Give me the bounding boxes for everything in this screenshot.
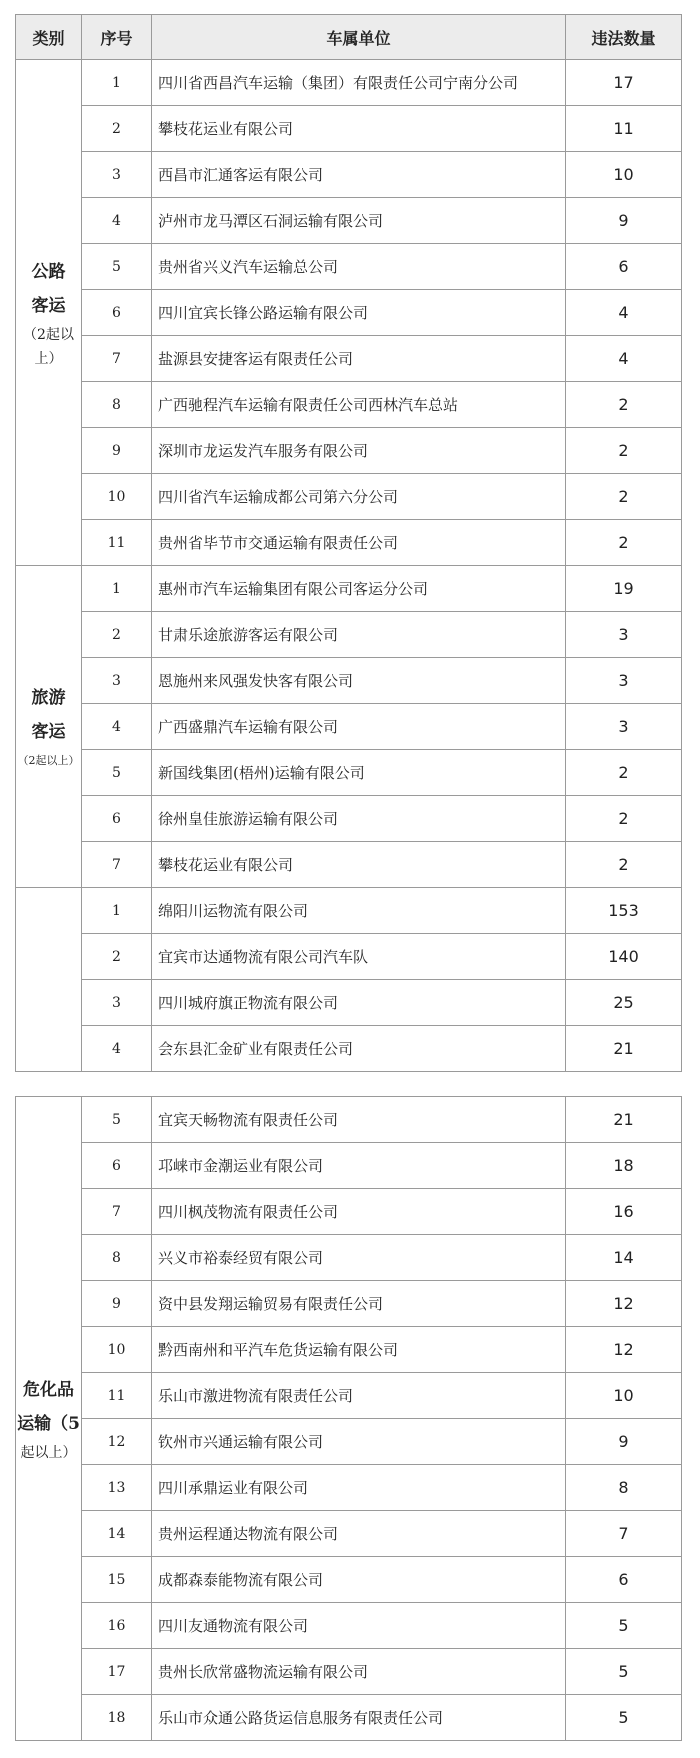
unit-cell: 乐山市激进物流有限责任公司 (152, 1373, 566, 1419)
seq-cell: 2 (82, 612, 152, 658)
seq-cell: 7 (82, 1189, 152, 1235)
table-row (16, 1097, 682, 1143)
seq-cell: 2 (82, 106, 152, 152)
count-cell: 17 (566, 60, 682, 106)
unit-cell: 攀枝花运业有限公司 (152, 842, 566, 888)
unit-cell: 徐州皇佳旅游运输有限公司 (152, 796, 566, 842)
table-body-1 (16, 60, 682, 1072)
violations-table-part-1 (15, 14, 682, 1072)
seq-cell: 8 (82, 382, 152, 428)
table-row (16, 796, 682, 842)
count-cell: 2 (566, 796, 682, 842)
unit-cell: 贵州长欣常盛物流运输有限公司 (152, 1649, 566, 1695)
category-title-line-2: 客运 (31, 721, 66, 742)
count-cell: 14 (566, 1235, 682, 1281)
table-row (16, 244, 682, 290)
unit-cell: 攀枝花运业有限公司 (152, 106, 566, 152)
unit-cell: 贵州省毕节市交通运输有限责任公司 (152, 520, 566, 566)
unit-cell: 贵州运程通达物流有限公司 (152, 1511, 566, 1557)
seq-cell: 13 (82, 1465, 152, 1511)
unit-cell: 广西盛鼎汽车运输有限公司 (152, 704, 566, 750)
table-row (16, 980, 682, 1026)
table-row (16, 1511, 682, 1557)
count-cell: 2 (566, 382, 682, 428)
table-row (16, 1281, 682, 1327)
count-cell: 5 (566, 1695, 682, 1741)
table-row (16, 750, 682, 796)
seq-cell: 18 (82, 1695, 152, 1741)
seq-cell: 9 (82, 1281, 152, 1327)
seq-cell: 7 (82, 336, 152, 382)
table-row (16, 1327, 682, 1373)
unit-cell: 四川枫茂物流有限责任公司 (152, 1189, 566, 1235)
table-row (16, 428, 682, 474)
seq-cell: 1 (82, 60, 152, 106)
table-row (16, 1419, 682, 1465)
unit-cell: 四川城府旗正物流有限公司 (152, 980, 566, 1026)
count-cell: 4 (566, 290, 682, 336)
seq-cell: 3 (82, 980, 152, 1026)
count-cell: 21 (566, 1097, 682, 1143)
seq-cell: 11 (82, 1373, 152, 1419)
count-cell: 5 (566, 1649, 682, 1695)
table-row (16, 474, 682, 520)
count-cell: 12 (566, 1327, 682, 1373)
category-title-line-2: 运输（5 (17, 1413, 80, 1434)
seq-cell: 12 (82, 1419, 152, 1465)
seq-cell: 1 (82, 888, 152, 934)
count-cell: 6 (566, 244, 682, 290)
category-title-line-2: 客运 (31, 295, 66, 316)
category-title-line-1: 旅游 (31, 687, 66, 708)
header-unit: 车属单位 (152, 15, 566, 60)
seq-cell: 4 (82, 198, 152, 244)
count-cell: 12 (566, 1281, 682, 1327)
table-row (16, 106, 682, 152)
count-cell: 3 (566, 612, 682, 658)
unit-cell: 四川省西昌汽车运输（集团）有限责任公司宁南分公司 (152, 60, 566, 106)
category-note: （2起以上） (17, 753, 80, 767)
unit-cell: 四川省汽车运输成都公司第六分公司 (152, 474, 566, 520)
table-body-2 (16, 1097, 682, 1741)
count-cell: 6 (566, 1557, 682, 1603)
unit-cell: 恩施州来风强发快客有限公司 (152, 658, 566, 704)
unit-cell: 四川宜宾长锋公路运输有限公司 (152, 290, 566, 336)
count-cell: 153 (566, 888, 682, 934)
count-cell: 21 (566, 1026, 682, 1072)
table-row (16, 1026, 682, 1072)
table-row (16, 566, 682, 612)
table-row (16, 1235, 682, 1281)
table-row (16, 658, 682, 704)
seq-cell: 1 (82, 566, 152, 612)
seq-cell: 8 (82, 1235, 152, 1281)
table-row (16, 336, 682, 382)
count-cell: 11 (566, 106, 682, 152)
seq-cell: 17 (82, 1649, 152, 1695)
unit-cell: 成都森泰能物流有限公司 (152, 1557, 566, 1603)
count-cell: 5 (566, 1603, 682, 1649)
seq-cell: 6 (82, 290, 152, 336)
count-cell: 2 (566, 750, 682, 796)
seq-cell: 5 (82, 750, 152, 796)
category-cell (16, 888, 82, 1072)
table-row (16, 612, 682, 658)
count-cell: 140 (566, 934, 682, 980)
count-cell: 2 (566, 842, 682, 888)
seq-cell: 2 (82, 934, 152, 980)
count-cell: 3 (566, 658, 682, 704)
category-note: 起以上） (20, 1444, 77, 1461)
table-row (16, 1557, 682, 1603)
table-row (16, 1143, 682, 1189)
category-note: （2起以上） (23, 326, 74, 367)
table-row (16, 704, 682, 750)
count-cell: 7 (566, 1511, 682, 1557)
count-cell: 18 (566, 1143, 682, 1189)
unit-cell: 四川承鼎运业有限公司 (152, 1465, 566, 1511)
seq-cell: 15 (82, 1557, 152, 1603)
table-row (16, 842, 682, 888)
table-row (16, 934, 682, 980)
seq-cell: 10 (82, 474, 152, 520)
unit-cell: 宜宾市达通物流有限公司汽车队 (152, 934, 566, 980)
unit-cell: 新国线集团(梧州)运输有限公司 (152, 750, 566, 796)
unit-cell: 宜宾天畅物流有限责任公司 (152, 1097, 566, 1143)
category-title-line-1: 公路 (31, 261, 66, 282)
seq-cell: 5 (82, 244, 152, 290)
table-row (16, 520, 682, 566)
seq-cell: 14 (82, 1511, 152, 1557)
table-row (16, 1465, 682, 1511)
count-cell: 16 (566, 1189, 682, 1235)
seq-cell: 16 (82, 1603, 152, 1649)
count-cell: 4 (566, 336, 682, 382)
table-row (16, 382, 682, 428)
table-row (16, 888, 682, 934)
count-cell: 19 (566, 566, 682, 612)
table-row (16, 290, 682, 336)
count-cell: 2 (566, 520, 682, 566)
seq-cell: 6 (82, 1143, 152, 1189)
seq-cell: 3 (82, 658, 152, 704)
unit-cell: 甘肃乐途旅游客运有限公司 (152, 612, 566, 658)
table-row (16, 60, 682, 106)
unit-cell: 邛崃市金潮运业有限公司 (152, 1143, 566, 1189)
header-category: 类别 (16, 15, 82, 60)
unit-cell: 泸州市龙马潭区石洞运输有限公司 (152, 198, 566, 244)
count-cell: 8 (566, 1465, 682, 1511)
seq-cell: 10 (82, 1327, 152, 1373)
count-cell: 10 (566, 1373, 682, 1419)
count-cell: 10 (566, 152, 682, 198)
seq-cell: 9 (82, 428, 152, 474)
category-title-line-1: 危化品 (23, 1379, 74, 1400)
unit-cell: 盐源县安捷客运有限责任公司 (152, 336, 566, 382)
unit-cell: 资中县发翔运输贸易有限责任公司 (152, 1281, 566, 1327)
seq-cell: 3 (82, 152, 152, 198)
unit-cell: 深圳市龙运发汽车服务有限公司 (152, 428, 566, 474)
count-cell: 2 (566, 428, 682, 474)
table-row (16, 152, 682, 198)
table-row (16, 1373, 682, 1419)
unit-cell: 黔西南州和平汽车危货运输有限公司 (152, 1327, 566, 1373)
unit-cell: 会东县汇金矿业有限责任公司 (152, 1026, 566, 1072)
table-row (16, 1189, 682, 1235)
unit-cell: 西昌市汇通客运有限公司 (152, 152, 566, 198)
category-cell (16, 566, 82, 888)
category-cell (16, 1097, 82, 1741)
seq-cell: 7 (82, 842, 152, 888)
unit-cell: 广西驰程汽车运输有限责任公司西林汽车总站 (152, 382, 566, 428)
count-cell: 9 (566, 1419, 682, 1465)
header-row (16, 15, 682, 60)
seq-cell: 5 (82, 1097, 152, 1143)
unit-cell: 惠州市汽车运输集团有限公司客运分公司 (152, 566, 566, 612)
violations-table-part-2 (15, 1096, 682, 1741)
seq-cell: 4 (82, 704, 152, 750)
unit-cell: 贵州省兴义汽车运输总公司 (152, 244, 566, 290)
unit-cell: 钦州市兴通运输有限公司 (152, 1419, 566, 1465)
category-cell (16, 60, 82, 566)
table-row (16, 1649, 682, 1695)
header-count: 违法数量 (566, 15, 682, 60)
seq-cell: 4 (82, 1026, 152, 1072)
count-cell: 9 (566, 198, 682, 244)
unit-cell: 兴义市裕泰经贸有限公司 (152, 1235, 566, 1281)
seq-cell: 6 (82, 796, 152, 842)
table-row (16, 198, 682, 244)
table-row (16, 1603, 682, 1649)
count-cell: 3 (566, 704, 682, 750)
seq-cell: 11 (82, 520, 152, 566)
table-row (16, 1695, 682, 1741)
unit-cell: 乐山市众通公路货运信息服务有限责任公司 (152, 1695, 566, 1741)
count-cell: 2 (566, 474, 682, 520)
count-cell: 25 (566, 980, 682, 1026)
header-seq: 序号 (82, 15, 152, 60)
unit-cell: 四川友通物流有限公司 (152, 1603, 566, 1649)
unit-cell: 绵阳川运物流有限公司 (152, 888, 566, 934)
